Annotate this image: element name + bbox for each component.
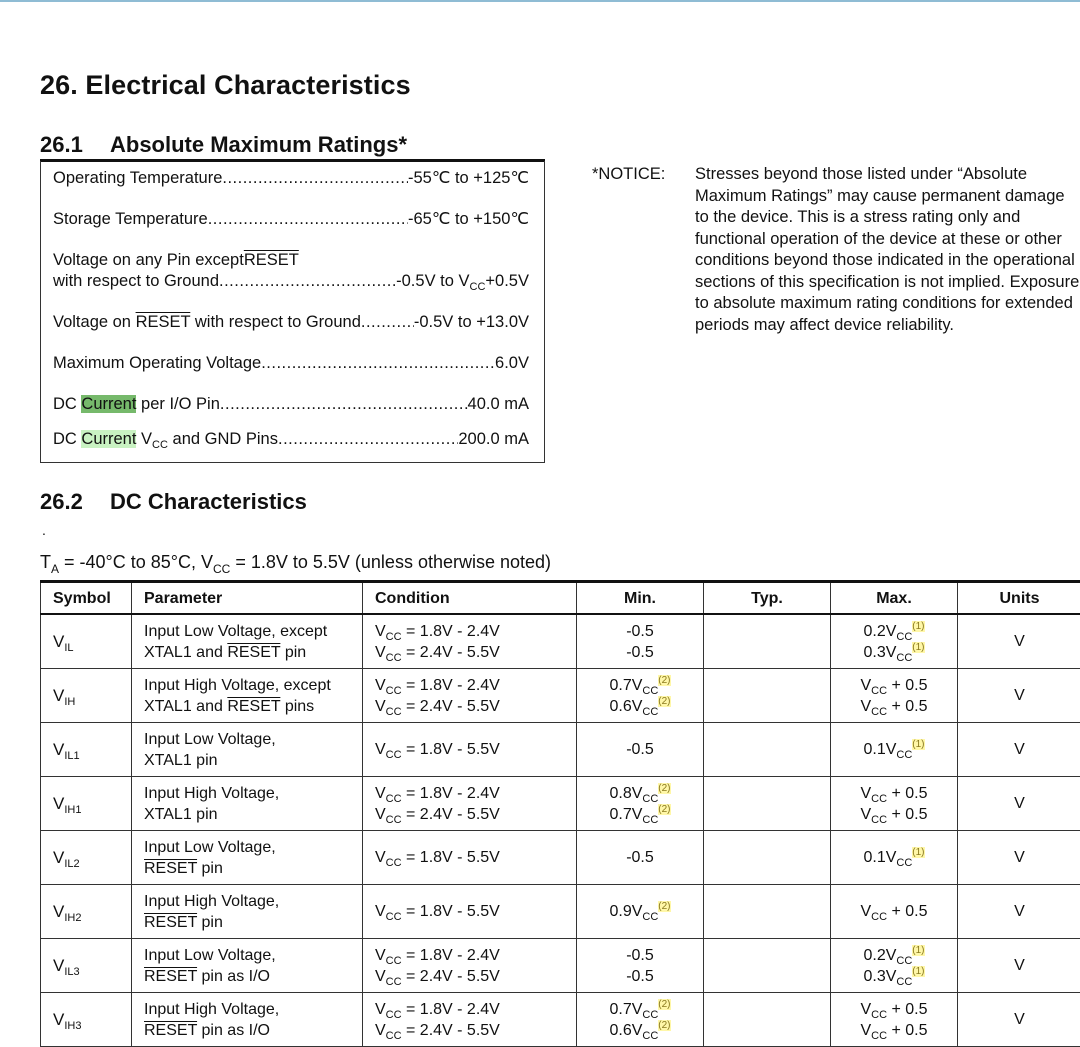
max-cell: $V_{CC} + 0.5$ $V_{CC} + 0.5$ [831, 993, 958, 1047]
max-cell: $0.1V_{CC}^{(1)}$ [831, 831, 958, 885]
typ-cell [704, 831, 831, 885]
rating-label: Storage Temperature [53, 209, 208, 230]
typ-cell [704, 723, 831, 777]
footnote-ref: (1) [912, 739, 924, 750]
rating-operating-temperature [53, 168, 529, 189]
search-highlight: Current [81, 430, 136, 448]
units-cell: V [958, 669, 1080, 723]
column-header: Typ. [704, 582, 831, 615]
column-header: Condition [363, 582, 577, 615]
min-cell: -0.5 [577, 723, 704, 777]
table-row [41, 723, 1080, 777]
column-header: Parameter [132, 582, 363, 615]
footnote-ref: (2) [658, 696, 670, 707]
rating-value: 200.0 mA [458, 429, 529, 450]
min-cell: -0.5 -0.5 [577, 614, 704, 669]
symbol-cell: $V_{IL}$ [41, 614, 132, 669]
footnote-ref: (2) [658, 1020, 670, 1031]
symbol-cell: $V_{IH2}$ [41, 885, 132, 939]
units-cell: V [958, 614, 1080, 669]
symbol-cell: $V_{IL3}$ [41, 939, 132, 993]
absolute-max-ratings-box [40, 161, 545, 463]
notice-text: Stresses beyond those listed under “Absolute Maximum Ratings” may cause permanent damage to the device. This is a stress rating only and functional operation of the device at these or other conditions beyond those indicated in the operational sections of this specification is not implied. Exposure to absolute maximum rating conditions for extended periods may affect device reliability. [695, 164, 1080, 336]
table-row [41, 831, 1080, 885]
reset-signal-label: RESET [244, 250, 299, 271]
units-cell: V [958, 831, 1080, 885]
table-header-row [41, 582, 1080, 615]
typ-cell [704, 614, 831, 669]
condition-cell: $V_{CC} = 1.8V - 5.5V$ [363, 831, 577, 885]
top-border-line [0, 0, 1080, 2]
rating-label-line2: with respect to Ground [53, 271, 219, 292]
table-row [41, 885, 1080, 939]
table-row [41, 669, 1080, 723]
min-cell: -0.5 -0.5 [577, 939, 704, 993]
search-highlight: Current [81, 395, 136, 413]
parameter-cell: Input High Voltage, RESET pin as I/O [132, 993, 363, 1047]
condition-cell: $V_{CC} = 1.8V - 2.4V$ $V_{CC} = 2.4V - 5.5V$ [363, 669, 577, 723]
column-header: Units [958, 582, 1080, 615]
parameter-cell: Input High Voltage, RESET pin [132, 885, 363, 939]
rating-storage-temperature [53, 209, 529, 230]
min-cell: $0.8V_{CC}^{(2)}$ $0.7V_{CC}^{(2)}$ [577, 777, 704, 831]
max-cell: $V_{CC} + 0.5$ [831, 885, 958, 939]
units-cell: V [958, 723, 1080, 777]
units-cell: V [958, 885, 1080, 939]
notice-tag: *NOTICE: [592, 164, 665, 186]
footnote-ref: (1) [912, 847, 924, 858]
condition-cell: $V_{CC} = 1.8V - 5.5V$ [363, 885, 577, 939]
typ-cell [704, 777, 831, 831]
parameter-cell: Input Low Voltage, except XTAL1 and RESET pin [132, 614, 363, 669]
stray-period: . [42, 522, 46, 538]
max-cell: $V_{CC} + 0.5$ $V_{CC} + 0.5$ [831, 669, 958, 723]
parameter-cell: Input High Voltage, XTAL1 pin [132, 777, 363, 831]
units-cell: V [958, 993, 1080, 1047]
condition-cell: $V_{CC} = 1.8V - 2.4V$ $V_{CC} = 2.4V - 5.5V$ [363, 939, 577, 993]
footnote-ref: (1) [912, 621, 924, 632]
rating-dc-current-vcc-gnd [53, 429, 529, 450]
typ-cell [704, 669, 831, 723]
dc-characteristics-table [40, 580, 1080, 1047]
table-row [41, 614, 1080, 669]
section-title: 26. Electrical Characteristics [40, 70, 411, 101]
parameter-cell: Input Low Voltage, XTAL1 pin [132, 723, 363, 777]
rating-label: Operating Temperature [53, 168, 222, 189]
footnote-ref: (2) [658, 804, 670, 815]
table-row [41, 777, 1080, 831]
rating-value: -65℃ to +150℃ [408, 209, 529, 230]
table-row [41, 939, 1080, 993]
condition-cell: $V_{CC} = 1.8V - 2.4V$ $V_{CC} = 2.4V - 5.5V$ [363, 614, 577, 669]
condition-cell: $V_{CC} = 1.8V - 2.4V$ $V_{CC} = 2.4V - 5.5V$ [363, 993, 577, 1047]
symbol-cell: $V_{IH1}$ [41, 777, 132, 831]
max-cell: $V_{CC} + 0.5$ $V_{CC} + 0.5$ [831, 777, 958, 831]
rating-label: Voltage on RESET with respect to Ground [53, 312, 361, 333]
footnote-ref: (2) [658, 901, 670, 912]
subsection-title: Absolute Maximum Ratings* [110, 132, 407, 157]
typ-cell [704, 939, 831, 993]
min-cell: $0.7V_{CC}^{(2)}$ $0.6V_{CC}^{(2)}$ [577, 993, 704, 1047]
typ-cell [704, 885, 831, 939]
subsection-number: 26.1 [40, 132, 110, 158]
footnote-ref: (1) [912, 642, 924, 653]
footnote-ref: (1) [912, 966, 924, 977]
symbol-cell: $V_{IH}$ [41, 669, 132, 723]
rating-label: DC Current $V_{CC}$ and GND Pins [53, 429, 278, 450]
rating-voltage-any-pin [53, 250, 529, 292]
min-cell: $0.9V_{CC}^{(2)}$ [577, 885, 704, 939]
subsection-heading-absolute-max [40, 132, 407, 158]
symbol-cell: $V_{IL1}$ [41, 723, 132, 777]
column-header: Max. [831, 582, 958, 615]
rating-value: -0.5V to +13.0V [414, 312, 529, 333]
rating-value: -55℃ to +125℃ [408, 168, 529, 189]
rating-voltage-reset [53, 312, 529, 333]
subsection-title: DC Characteristics [110, 489, 307, 514]
max-cell: $0.1V_{CC}^{(1)}$ [831, 723, 958, 777]
parameter-cell: Input Low Voltage, RESET pin [132, 831, 363, 885]
rating-label: Maximum Operating Voltage [53, 353, 261, 374]
footnote-ref: (2) [658, 999, 670, 1010]
typ-cell [704, 993, 831, 1047]
rating-value: 40.0 mA [468, 394, 529, 415]
rating-max-operating-voltage [53, 353, 529, 374]
column-header: Symbol [41, 582, 132, 615]
units-cell: V [958, 777, 1080, 831]
symbol-cell: $V_{IL2}$ [41, 831, 132, 885]
table-row [41, 993, 1080, 1047]
min-cell: $0.7V_{CC}^{(2)}$ $0.6V_{CC}^{(2)}$ [577, 669, 704, 723]
footnote-ref: (2) [658, 783, 670, 794]
max-cell: $0.2V_{CC}^{(1)}$ $0.3V_{CC}^{(1)}$ [831, 939, 958, 993]
rating-dc-current-io-pin [53, 394, 529, 415]
subsection-heading-dc [40, 489, 307, 515]
symbol-cell: $V_{IH3}$ [41, 993, 132, 1047]
condition-cell: $V_{CC} = 1.8V - 2.4V$ $V_{CC} = 2.4V - 5.5V$ [363, 777, 577, 831]
subsection-number: 26.2 [40, 489, 110, 515]
min-cell: -0.5 [577, 831, 704, 885]
parameter-cell: Input High Voltage, except XTAL1 and RESET pins [132, 669, 363, 723]
footnote-ref: (1) [912, 945, 924, 956]
units-cell: V [958, 939, 1080, 993]
parameter-cell: Input Low Voltage, RESET pin as I/O [132, 939, 363, 993]
operating-conditions: $T_A = -40^\circ C$ to 85°C, $V_{CC} = 1.8V$ to 5.5V (unless otherwise noted) [40, 552, 551, 573]
rating-value: 6.0V [495, 353, 529, 374]
rating-label: Voltage on any Pin except [53, 250, 244, 271]
max-cell: $0.2V_{CC}^{(1)}$ $0.3V_{CC}^{(1)}$ [831, 614, 958, 669]
footnote-ref: (2) [658, 675, 670, 686]
condition-cell: $V_{CC} = 1.8V - 5.5V$ [363, 723, 577, 777]
column-header: Min. [577, 582, 704, 615]
rating-value: -0.5V to $V_{CC}+0.5V$ [396, 271, 529, 292]
rating-label: DC Current per I/O Pin [53, 394, 220, 415]
